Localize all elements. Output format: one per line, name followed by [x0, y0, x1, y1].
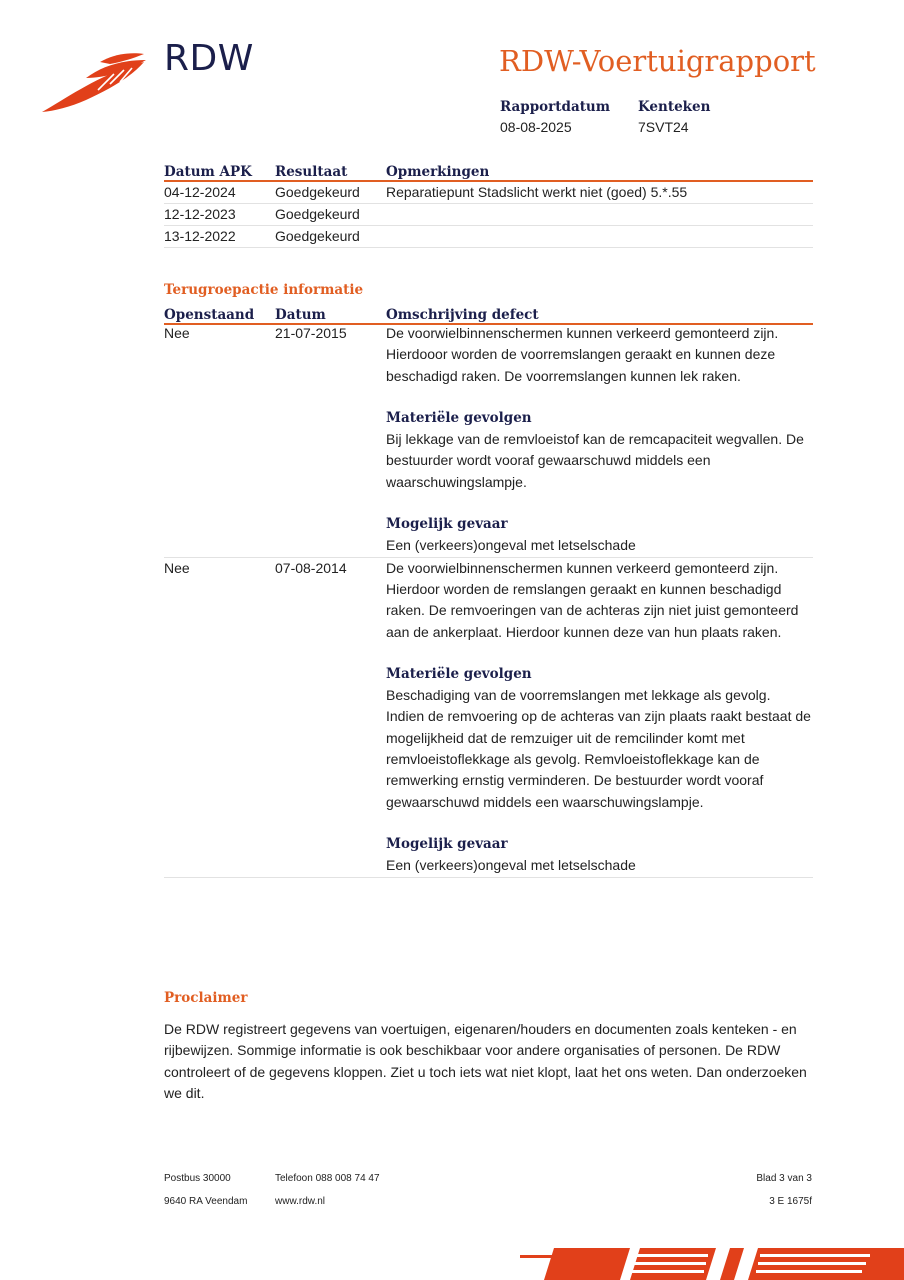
recall-col-date: Datum — [275, 302, 386, 324]
report-date-block — [500, 98, 610, 136]
recall-consequences-label: Materiële gevolgen — [386, 409, 532, 426]
apk-result: Goedgekeurd — [275, 226, 386, 248]
recall-section-title: Terugroepactie informatie — [164, 282, 364, 298]
plate-block — [638, 98, 710, 136]
recall-danger: Een (verkeers)ongeval met letselschade — [386, 857, 636, 874]
apk-remarks: Reparatiepunt Stadslicht werkt niet (goed) 5.*.55 — [386, 181, 813, 204]
report-date-value: 08-08-2025 — [500, 119, 572, 135]
list-item — [164, 558, 813, 878]
report-title: RDW-Voertuigrapport — [499, 44, 816, 78]
recall-date: 07-08-2014 — [275, 559, 347, 576]
recall-danger-label: Mogelijk gevaar — [386, 835, 508, 852]
recall-date: 21-07-2015 — [275, 325, 347, 341]
recall-danger-label: Mogelijk gevaar — [386, 516, 508, 533]
recall-danger: Een (verkeers)ongeval met letselschade — [386, 537, 636, 554]
apk-header-row — [164, 159, 813, 181]
apk-table — [164, 159, 813, 248]
rdw-logo-icon — [40, 44, 148, 114]
footer-phone: Telefoon 088 008 74 47 — [275, 1173, 380, 1184]
footer-website[interactable]: www.rdw.nl — [275, 1196, 326, 1207]
recall-col-open: Openstaand — [164, 302, 275, 324]
proclaimer-title: Proclaimer — [164, 990, 248, 1006]
recall-col-description: Omschrijving defect — [386, 302, 813, 324]
recall-details — [386, 558, 811, 877]
table-row — [164, 226, 813, 248]
recall-header — [164, 302, 813, 325]
recall-details — [386, 323, 811, 557]
report-date-label: Rapportdatum — [500, 99, 611, 115]
footer-page-number: Blad 3 van 3 — [756, 1173, 812, 1184]
plate-value: 7SVT24 — [638, 119, 689, 135]
apk-col-result: Resultaat — [275, 159, 386, 181]
footer-code: 3 E 1675f — [769, 1196, 812, 1207]
apk-date: 13-12-2022 — [164, 226, 275, 248]
recall-consequences: Beschadiging van de voorremslangen met lekkage als gevolg. Indien de remvoering op de achteras van zijn plaats raakt bestaat de mogelijkheid dat de remzuiger uit de remcilinder komt met remvloeistoflekkage als gevolg. Remvloeistoflekkage kan de remwerking ernstig verminderen. De bestuurder wordt vooraf gewaarschuwd middels een waarschuwingslampje. — [386, 687, 811, 810]
plate-label: Kenteken — [638, 99, 711, 115]
list-item — [164, 323, 813, 558]
decorative-stripes-icon — [520, 1246, 904, 1280]
apk-remarks — [386, 204, 813, 226]
apk-result: Goedgekeurd — [275, 204, 386, 226]
footer-postbus: Postbus 30000 — [164, 1173, 231, 1184]
logo-wordmark: RDW — [164, 38, 254, 79]
recall-open: Nee — [164, 559, 190, 576]
recall-description: De voorwielbinnenschermen kunnen verkeerd gemonteerd zijn. Hierdooor worden de voorremslangen geraakt en kunnen deze beschadigd raken. De voorremslangen kunnen lek raken. — [386, 325, 779, 384]
apk-col-date: Datum APK — [164, 159, 275, 181]
proclaimer-text: De RDW registreert gegevens van voertuigen, eigenaren/houders en documenten zoals kenteken - en rijbewijzen. Sommige informatie is ook beschikbaar voor andere organisaties of personen. De RDW controleert of de gegevens kloppen. Ziet u toch iets wat niet klopt, laat het ons weten. Dan onderzoeken we dit. — [164, 1021, 807, 1101]
footer-postcode: 9640 RA Veendam — [164, 1196, 248, 1207]
recall-list — [164, 323, 813, 878]
apk-remarks — [386, 226, 813, 248]
recall-consequences: Bij lekkage van de remvloeistof kan de remcapaciteit wegvallen. De bestuurder wordt vooraf gewaarschuwd middels een waarschuwingslampje. — [386, 431, 804, 490]
apk-result: Goedgekeurd — [275, 181, 386, 204]
apk-col-remarks: Opmerkingen — [386, 159, 813, 181]
table-row — [164, 181, 813, 204]
table-row — [164, 204, 813, 226]
recall-description: De voorwielbinnenschermen kunnen verkeerd gemonteerd zijn. Hierdoor worden de remslangen geraakt en kunnen beschadigd raken. De remvoeringen van de achteras zijn niet juist gemonteerd aan de ankerplaat. Hierdoor kunnen deze van hun plaats raken. — [386, 559, 799, 640]
recall-header-row — [164, 302, 813, 324]
recall-open: Nee — [164, 325, 190, 341]
recall-consequences-label: Materiële gevolgen — [386, 665, 532, 682]
apk-date: 04-12-2024 — [164, 181, 275, 204]
apk-date: 12-12-2023 — [164, 204, 275, 226]
